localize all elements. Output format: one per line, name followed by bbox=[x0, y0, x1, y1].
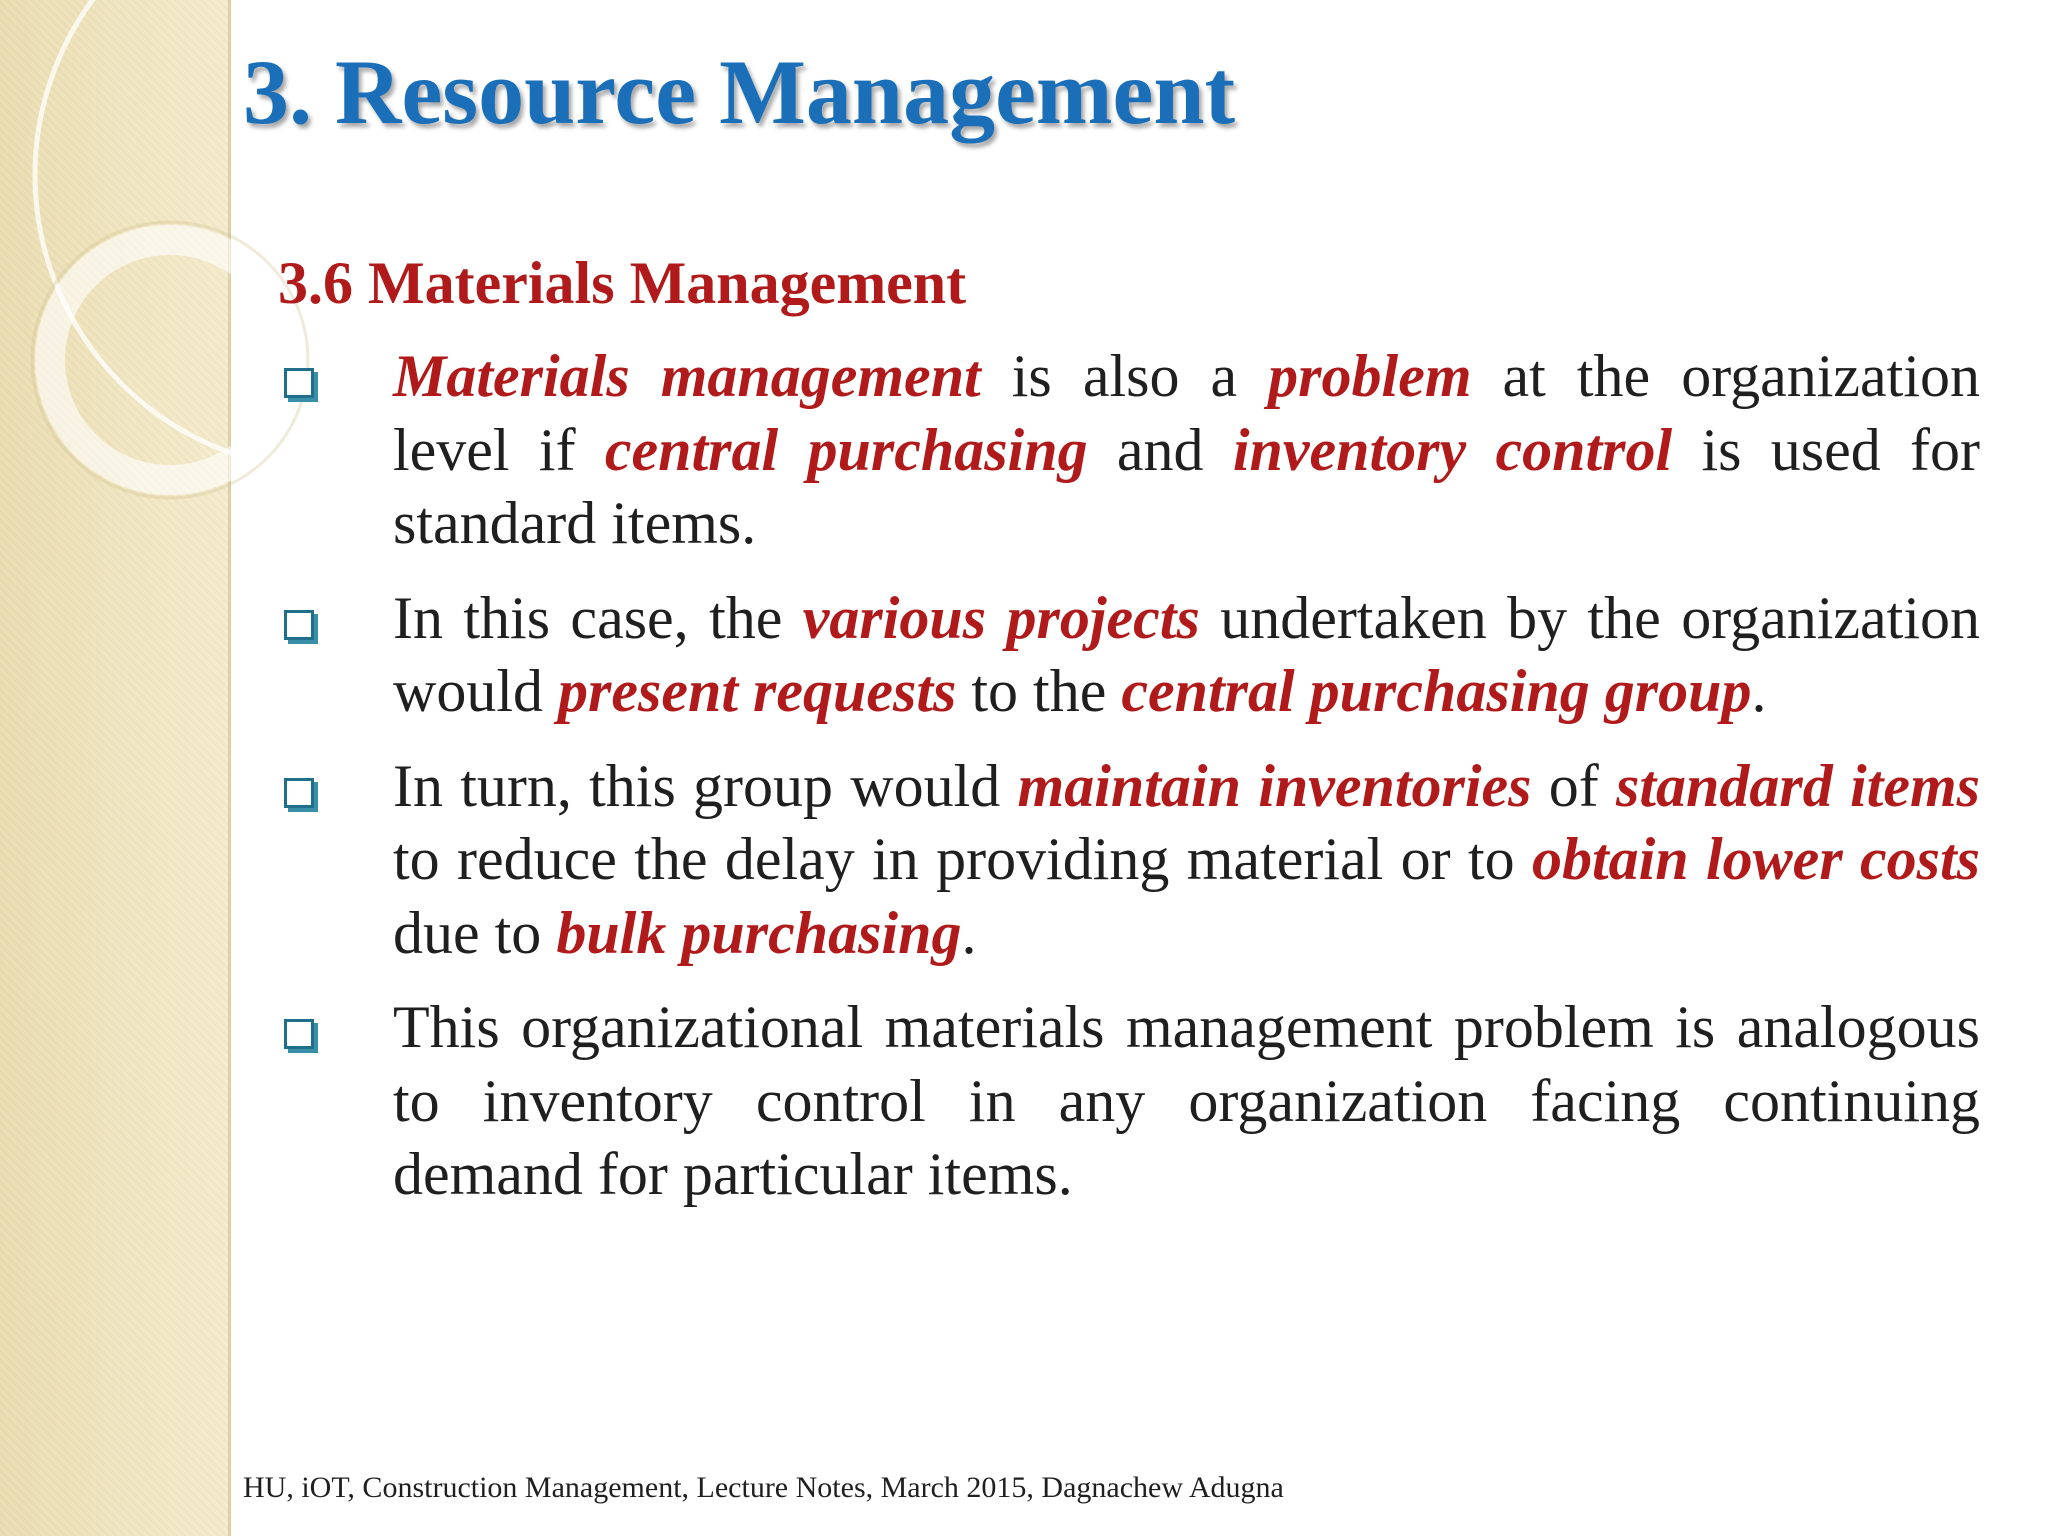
bullet-text: . bbox=[961, 899, 977, 966]
bullet-text: undertaken by the organization would bbox=[393, 584, 1980, 724]
bullet-text: In this case, the bbox=[393, 584, 803, 651]
bullet-text: is also a bbox=[980, 343, 1269, 409]
bullet-text: due to bbox=[393, 899, 557, 966]
bullet-list bbox=[278, 340, 1980, 1233]
bullet-text: and bbox=[1087, 416, 1233, 483]
hollow-square-bullet-icon bbox=[284, 1019, 314, 1049]
emphasized-term: maintain inventories bbox=[1017, 752, 1532, 819]
emphasized-term: central purchasing group bbox=[1121, 658, 1752, 724]
bullet-text: This organizational materials management problem is analogous to inventory control in any organization facing continuing demand for particular items. bbox=[393, 994, 1980, 1207]
bullet-text: In turn, this group would bbox=[393, 752, 1018, 819]
emphasized-term: problem bbox=[1268, 343, 1472, 409]
bullet-item bbox=[278, 750, 1980, 971]
emphasized-term: central purchasing bbox=[604, 416, 1088, 483]
emphasized-term: Materials management bbox=[393, 343, 981, 409]
hollow-square-bullet-icon bbox=[284, 778, 314, 808]
emphasized-term: present requests bbox=[558, 658, 957, 724]
slide-title: 3. Resource Management bbox=[243, 41, 1236, 143]
emphasized-term: obtain lower costs bbox=[1531, 826, 1980, 892]
bullet-item bbox=[278, 582, 1980, 729]
bullet-text: of bbox=[1531, 752, 1617, 819]
bullet-text: . bbox=[1751, 658, 1767, 724]
section-heading: 3.6 Materials Management bbox=[278, 250, 967, 316]
slide-footer: HU, iOT, Construction Management, Lecture Notes, March 2015, Dagnachew Adugna bbox=[243, 1471, 1284, 1504]
bullet-text: is used for standard items. bbox=[393, 416, 1980, 556]
bullet-text: to the bbox=[956, 658, 1122, 724]
emphasized-term: standard items bbox=[1616, 752, 1981, 819]
bullet-item bbox=[278, 340, 1980, 561]
bullet-text: to reduce the delay in providing material or to bbox=[393, 826, 1532, 892]
emphasized-term: inventory control bbox=[1232, 416, 1673, 483]
emphasized-term: bulk purchasing bbox=[556, 899, 962, 966]
hollow-square-bullet-icon bbox=[284, 368, 314, 398]
hollow-square-bullet-icon bbox=[284, 610, 314, 640]
emphasized-term: various projects bbox=[802, 584, 1200, 651]
bullet-item bbox=[278, 991, 1980, 1212]
bullet-text: at the organization level if bbox=[393, 343, 1980, 483]
